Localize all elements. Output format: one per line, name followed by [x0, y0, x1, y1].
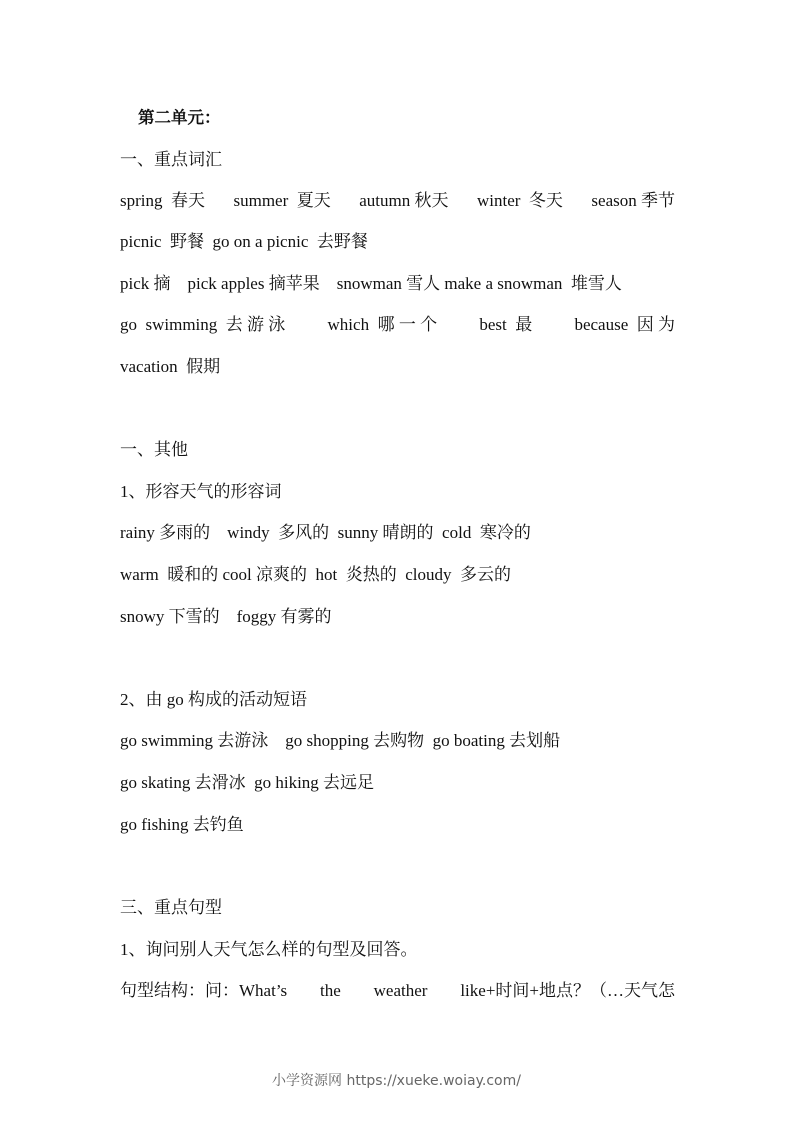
- sentence-part: the: [320, 981, 341, 1000]
- sentence-part: like+时间+地点？（…天气怎: [460, 981, 675, 1000]
- vocab-line-seasons: [120, 191, 675, 211]
- subheading-weather-question: 1、询问别人天气怎么样的句型及回答。: [120, 940, 418, 959]
- vocab-item: which 哪 一 个: [327, 315, 438, 334]
- weather-line-2: warm 暖和的 cool 凉爽的 hot 炎热的 cloudy 多云的: [120, 565, 511, 584]
- sentence-part: 句型结构：问：What’s: [120, 981, 288, 1000]
- section-heading-vocabulary: 一、重点词汇: [120, 150, 222, 169]
- subheading-weather-adjectives: 1、形容天气的形容词: [120, 482, 282, 501]
- unit-title: 第二单元：: [138, 108, 221, 127]
- go-phrase-line-2: go skating 去滑冰 go hiking 去远足: [120, 773, 375, 792]
- vocab-line-picnic: picnic 野餐 go on a picnic 去野餐: [120, 232, 368, 251]
- vocab-item: because 因 为: [574, 315, 675, 334]
- vocab-item: autumn 秋天: [359, 191, 449, 210]
- footer-watermark: 小学资源网 https://xueke.woiay.com/: [272, 1073, 521, 1089]
- weather-line-3: snowy 下雪的 foggy 有雾的: [120, 607, 332, 626]
- vocab-item: season 季节: [591, 191, 675, 210]
- vocab-line-swimming: [120, 315, 675, 335]
- weather-line-1: rainy 多雨的 windy 多风的 sunny 晴朗的 cold 寒冷的: [120, 523, 531, 542]
- section-heading-other: 一、其他: [120, 440, 188, 459]
- sentence-structure-line: [120, 981, 675, 1001]
- go-phrase-line-3: go fishing 去钓鱼: [120, 815, 244, 834]
- vocab-item: summer 夏天: [233, 191, 331, 210]
- vocab-item: winter 冬天: [476, 191, 563, 210]
- subheading-go-phrases: 2、由 go 构成的活动短语: [120, 690, 307, 709]
- vocab-item: spring 春天: [120, 191, 205, 210]
- vocab-item: best 最: [479, 315, 533, 334]
- vocab-line-pick: pick 摘 pick apples 摘苹果 snowman 雪人 make a snowman 堆雪人: [120, 274, 622, 293]
- vocab-line-vacation: vacation 假期: [120, 357, 221, 376]
- vocab-item: go swimming 去 游 泳: [120, 315, 286, 334]
- sentence-part: weather: [373, 981, 428, 1000]
- section-heading-sentence-patterns: 三、重点句型: [120, 898, 222, 917]
- go-phrase-line-1: go swimming 去游泳 go shopping 去购物 go boating 去划船: [120, 731, 561, 750]
